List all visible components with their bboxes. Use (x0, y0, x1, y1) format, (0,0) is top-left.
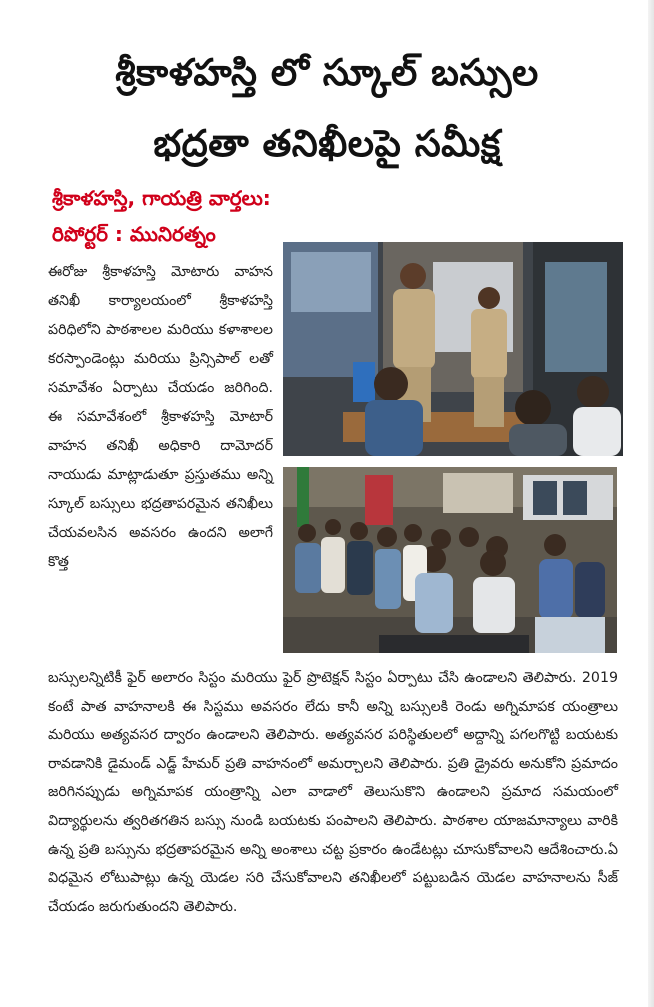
headline-line-2: భద్రతా తనిఖీలపై సమీక్ష (153, 121, 501, 165)
officials-addressing-meeting-photo (283, 242, 623, 456)
reporter-credit: రిపోర్టర్ : మునిరత్నం (52, 222, 216, 246)
article-column-text: ఈరోజు శ్రీకాళహస్తి మోటారు వాహన తనిఖీ కార్యాలయంలో శ్రీకాళహస్తి పరిధిలోని పాఠశాలల మరియు కళాశాలల కరస్పాండెంట్లు మరియు ప్రిన్సిపాల్ లతో సమావేశం ఏర్పాటు చేయడం జరిగింది. ఈ సమావేశంలో శ్రీకాళహస్తి మోటార్ వాహన తనిఖీ అధికారి దామోదర్ నాయుడు మాట్లాడుతూ ప్రస్తుతము అన్ని స్కూల్ బస్సులు భద్రతాపరమైన తనిఖీలు చేయవలసిన అవసరం ఉందని అలాగే కొత్త (48, 264, 273, 570)
headline-line-1: శ్రీకాళహస్తి లో స్కూల్ బస్సుల (115, 50, 539, 94)
article-full-width-text: బస్సులన్నిటికీ ఫైర్ అలారం సిస్టం మరియు ఫైర్ ప్రొటెక్షన్ సిస్టం ఏర్పాటు చేసి ఉండాలని తెలిపారు. 2019 కంటే పాత వాహనాలకి ఈ సిస్టము అవసరం లేదు కానీ అన్ని బస్సులకి రెండు అగ్నిమాపక యంత్రాలు మరియు అత్యవసర ద్వారం ఉండాలని తెలిపారు. అత్యవసర పరిస్థితులలో అద్దాన్ని పగలగొట్టి బయటకు రావడానికి డైమండ్ ఎడ్జ్ హేమర్ ప్రతి వాహనంలో అమర్చాలని తెలిపారు. ప్రతి డ్రైవరు అనుకోని ప్రమాదం జరిగినప్పుడు అగ్నిమాపక యంత్రాన్ని ఎలా వాడాలో తెలుసుకొని ఉండాలని ప్రమాద సమయంలో విద్యార్థులను త్వరితగతిన బస్సు నుండి బయటకు పంపాలని తెలిపారు. పాఠశాల యాజమాన్యాలు వారికి ఉన్న ప్రతి బస్సును భద్రతాపరమైన అన్ని అంశాలు చట్ట ప్రకారం ఉండేటట్లు చూసుకోవాలని ఆదేశించారు.ఏ విధమైన లోటుపాట్లు ఉన్న యెడల సరి చేసుకోవాలని తనిఖీలలో పట్టుబడిన యెడల వాహనాలను సీజ్ చేయడం జరుగుతుందని తెలిపారు. (48, 670, 618, 915)
dateline: శ్రీకాళహస్తి, గాయత్రి వార్తలు: (52, 186, 271, 210)
meeting-attendees-photo (283, 467, 617, 653)
